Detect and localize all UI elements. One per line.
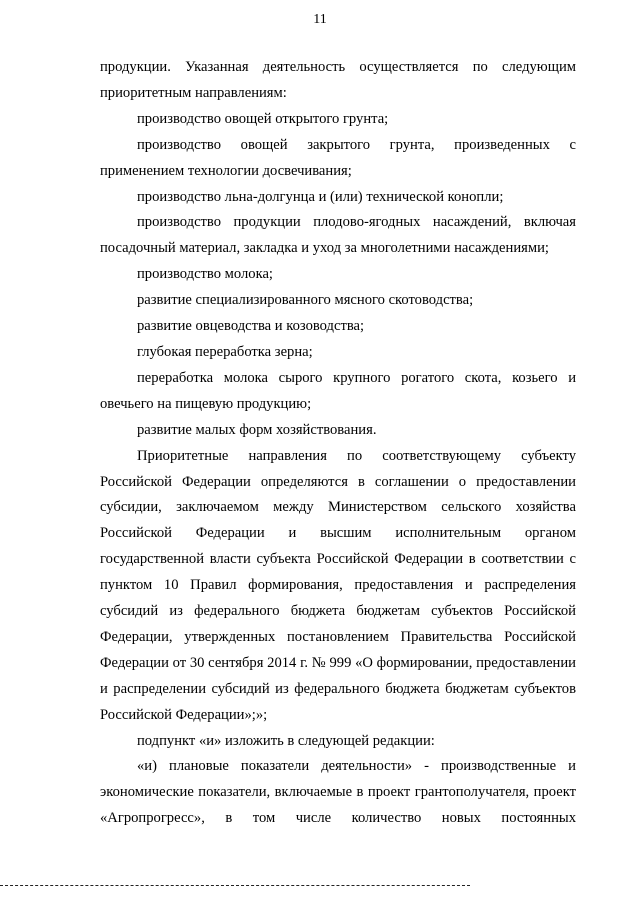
list-item-flax-hemp: производство льна-долгунца и (или) технической конопли; bbox=[137, 188, 504, 205]
list-item-sheep-goat: развитие овцеводства и козоводства; bbox=[137, 318, 365, 335]
paragraph-planned-indicators: «и) плановые показатели деятельности» - производственные и экономические показатели, включаемые в проект грантополучателя, проект «Агропрогресс», в том числе количество новых постоянных bbox=[100, 758, 576, 827]
page-number: 11 bbox=[313, 12, 327, 27]
list-item-milk-processing: переработка молока сырого крупного рогатого скота, козьего и овечьего на пищевую продукцию; bbox=[100, 369, 576, 412]
list-item-fruit-berry: производство продукции плодово-ягодных насаждений, включая посадочный материал, закладка и уход за многолетними насаждениями; bbox=[100, 214, 576, 257]
list-item-small-farms: развитие малых форм хозяйствования. bbox=[137, 421, 377, 438]
paragraph-continuation: продукции. Указанная деятельность осуществляется по следующим приоритетным направлениям: bbox=[100, 59, 576, 101]
list-item-milk-production: производство молока; bbox=[137, 266, 273, 283]
paragraph-subpoint-amendment: подпункт «и» изложить в следующей редакции: bbox=[137, 732, 435, 749]
list-item-greenhouse-vegetables: производство овощей закрытого грунта, произведенных с применением технологии досвечивания; bbox=[100, 136, 576, 179]
list-item-grain-processing: глубокая переработка зерна; bbox=[137, 343, 313, 360]
list-item-beef-cattle: развитие специализированного мясного скотоводства; bbox=[137, 292, 474, 309]
document-body bbox=[100, 55, 576, 832]
list-item-open-ground-vegetables: производство овощей открытого грунта; bbox=[137, 110, 389, 127]
paragraph-priority-directions: Приоритетные направления по соответствующему субъекту Российской Федерации определяются в соглашении о предоставлении субсидии, заключаемом между Министерством сельского хозяйства Российской Федерации и высшим исполнительным органом государственной власти субъекта Российской Федерации в соответствии с пунктом 10 Правил формирования, предоставления и распределения субсидий из федерального бюджета бюджетам субъектов Российской Федерации, утвержденных постановлением Правительства Российской Федерации от 30 сентября 2014 г. № 999 «О формировании, предоставлении и распределении субсидий из федерального бюджета бюджетам субъектов Российской Федерации»;»; bbox=[100, 447, 576, 723]
footer-divider bbox=[0, 885, 470, 886]
